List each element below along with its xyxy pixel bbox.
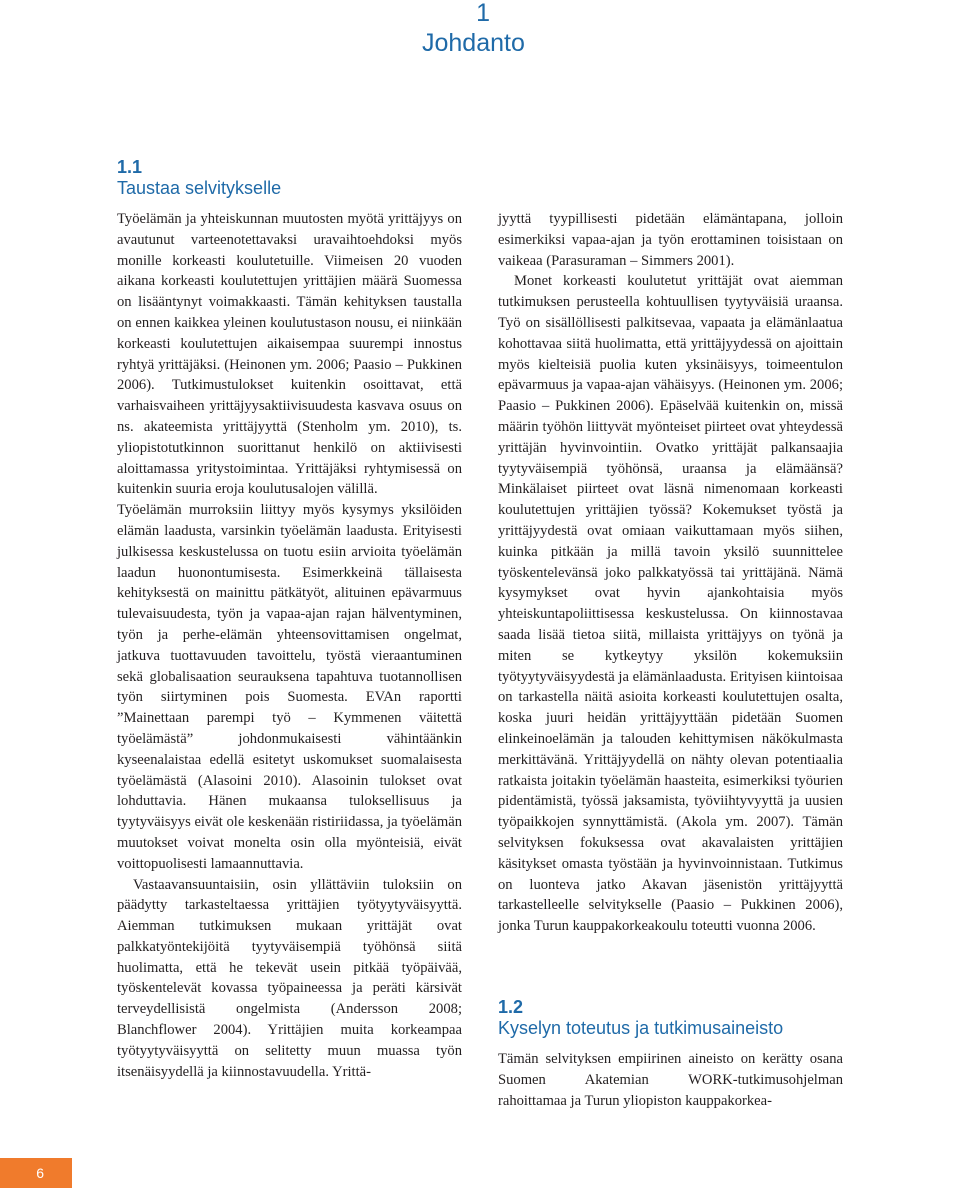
page-number: 6 <box>36 1165 44 1181</box>
left-column <box>117 209 462 1082</box>
paragraph: Monet korkeasti koulutetut yrittäjät ovat aiemman tutkimuksen perusteella kohtuullisen tyytyväisiä uraansa. Työ on sisällöllisesti palkitsevaa, vapaata ja elämänlaatua kohottavaa siitä huolimatta, että yrittäjyydessä on ajoittain myös kielteisiä puolia kuten yksinäisyys, toimeentulon epävarmuus ja vapaa-ajan vähäisyys. (Heinonen ym. 2006; Paasio – Pukkinen 2006). Epäselvää kuitenkin on, missä määrin työhön liittyvät myönteiset piirteet ovat yhteydessä yrittäjän hyvinvointiin. Ovatko yrittäjät palkansaajia tyytyväisempiä työhönsä, uraansa ja elämäänsä? Minkälaiset piirteet ovat läsnä nimenomaan korkeasti koulutettujen yrittäjien työssä? Kokemukset työstä ja yrittäjyydestä ovat omiaan vaikuttamaan myös siihen, kuinka pitkään ja millä tavoin yksilö suunnittelee työskentelevänsä joko palkkatyössä tai yrittäjänä. Nämä kysymykset ovat hyvin ajankohtaisia myös yhteiskuntapoliittisessa keskustelussa. On kiinnostavaa saada lisää tietoa siitä, millaista yrittäjyys on työnä ja miten se kytkeytyy yksilön kokemuksiin työtyytyväisyydestä ja elämänlaadusta. Erityisen kiintoisaa on tarkastella näitä asioita korkeasti koulutettujen osalta, koska juuri heidän yrittäjyyttään pidetään Suomen elinkeinoelämän ja talouden kehittymisen näkökulmasta merkittävänä. Yrittäjyydellä on nähty olevan potentiaalia ratkaista joitakin työelämän haasteita, esimerkiksi työurien pidentämistä, työssä jaksamista, työviihtyvyyttä ja uusien työpaikkojen synnyttämistä. (Akola ym. 2007). Tämän selvityksen fokuksessa ovat akavalaisten yrittäjien käsitykset omasta työstään ja hyvinvoinnistaan. Tutkimus on luonteva jatko Akavan jäsenistön yrittäjyyttä tarkastelleelle selvitykselle (Paasio – Pukkinen 2006), jonka Turun kauppakorkeakoulu toteutti vuonna 2006. <box>498 273 843 935</box>
section-number: 1.2 <box>498 997 524 1017</box>
paragraph: jyyttä tyypillisesti pidetään elämäntapana, jolloin esimerkiksi vapaa-ajan ja työn erottaminen toisistaan on vaikeaa (Parasuraman – Simmers 2001). <box>498 211 843 269</box>
chapter-title: Johdanto <box>422 29 525 57</box>
page-number-badge <box>0 1158 72 1188</box>
paragraph: Vastaavansuuntaisiin, osin yllättäviin tuloksiin on päädytty tarkasteltaessa yrittäjien työtyytyväisyyttä. Aiemman tutkimuksen mukaan yrittäjät ovat palkkatyöntekijöitä tyytyväisempiä työhönsä siitä huolimatta, että he tekevät usein pitkää työpäivää, työskentelevät kovassa työpaineessa ja peräti kärsivät terveydellisistä ongelmista (Andersson 2008; Blanchflower 2004). Yrittäjien muita korkeampaa työtyytyväisyyttä on selitetty muun muassa työn itsenäisyydellä ja kiinnostavuudella. Yrittä- <box>117 876 462 1080</box>
section-heading-1-1 <box>117 157 281 199</box>
chapter-number: 1 <box>476 0 490 27</box>
section-1-2-body <box>498 1049 843 1111</box>
paragraph: Työelämän ja yhteiskunnan muutosten myötä yrittäjyys on avautunut varteenotettavaksi uravaihtoehdoksi myös monille korkeasti koulutetuille. Viimeisen 20 vuoden aikana korkeasti koulutettujen yrittäjien määrä Suomessa on lisääntynyt voimakkaasti. Tämän kehityksen taustalla on ennen kaikkea yleinen koulutustason nousu, ei niinkään korkeasti koulutettujen aikaisempaa suurempi innostus ryhtyä yrittäjäksi. (Heinonen ym. 2006; Paasio – Pukkinen 2006). Tutkimustulokset kuitenkin osoittavat, että varhaisvaiheen yrittäjyysaktiivisuudesta kasvava osuus on ns. akateemista yrittäjyyttä (Stenholm ym. 2010), ts. yliopistotutkinnon suorittanut henkilö on aktiivisesti aloittamassa yritystoimintaa. Yrittäjäksi ryhtymisessä on kuitenkin suuria eroja koulutusalojen välillä. <box>117 211 462 498</box>
section-heading-1-2 <box>498 997 783 1039</box>
right-column <box>498 209 843 937</box>
section-number: 1.1 <box>117 157 143 177</box>
section-title: Taustaa selvitykselle <box>117 178 282 198</box>
paragraph: Tämän selvityksen empiirinen aineisto on kerätty osana Suomen Akatemian WORK-tutkimusohjelman rahoittamaa ja Turun yliopiston kauppakorkea- <box>498 1051 843 1109</box>
section-title: Kyselyn toteutus ja tutkimusaineisto <box>498 1018 784 1038</box>
paragraph: Työelämän murroksiin liittyy myös kysymys yksilöiden elämän laadusta, varsinkin työelämän laadusta. Erityisesti julkisessa keskustelussa on tuotu esiin arvioita työelämän laadun huonontumisesta. Esimerkkeinä tällaisesta kehityksestä on mainittu pätkätyöt, alituinen epävarmuus tulevaisuudesta, työn ja vapaa-ajan rajan hälventyminen, työn ja perhe-elämän yhteensovittamisen ongelmat, jatkuva tuottavuuden tavoittelu, työstä vieraantuminen sekä globalisaation seurauksena tapahtuva tuotannollisen työn siirtyminen pois Suomesta. EVAn raportti ”Mainettaan parempi työ – Kymmenen väitettä työelämästä” johdonmukaisesti vähintäänkin kyseenalaistaa edellä esitetyt uskomukset suomalaisesta työelämästä (Alasoini 2010). Alasoinin tulokset ovat lohduttavia. Hänen mukaansa tuloksellisuus ja tyytyväisyys eivät ole keskenään ristiriidassa, ja työelämän muutokset voivat monelta osin olla myönteisiä, eivät voittopuolisesti lamaannuttavia. <box>117 502 462 872</box>
